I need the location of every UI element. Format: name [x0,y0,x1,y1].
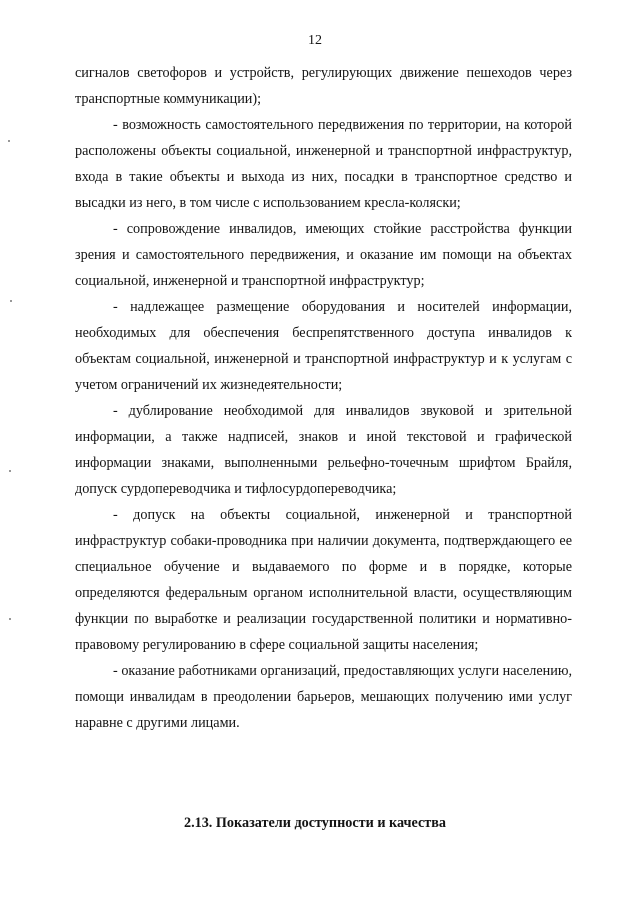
list-item-mobility: - возможность самостоятельного передвижения по территории, на которой расположены объекты социальной, инженерной и транспортной инфраструктур, входа в такие объекты и выхода из них, посадки в транспортное средство и высадки из него, в том числе с использованием кресла-коляски; [75,117,572,211]
scan-speck [8,140,10,142]
scan-speck [9,470,11,472]
page-number: 12 [308,33,322,48]
body-text [75,60,572,736]
scan-speck [10,300,12,302]
list-item-escort: - сопровождение инвалидов, имеющих стойкие расстройства функции зрения и самостоятельного передвижения, и оказание им помощи на объектах социальной, инженерной и транспортной инфраструктур; [75,221,572,289]
list-item-guide-dog-access: - допуск на объекты социальной, инженерной и транспортной инфраструктур собаки-проводника при наличии документа, подтверждающего ее специальное обучение и выдаваемого по форме и в порядке, которые определяются федеральным органом исполнительной власти, осуществляющим функции по выработке и реализации государственной политики и нормативно-правовому регулированию в сфере социальной защиты населения; [75,507,572,653]
list-item-staff-assistance: - оказание работниками организаций, предоставляющих услуги населению, помощи инвалидам в преодолении барьеров, мешающих получению ими услуг наравне с другими лицами. [75,663,572,731]
paragraph-continuation: сигналов светофоров и устройств, регулирующих движение пешеходов через транспортные коммуникации); [75,65,572,107]
list-item-equipment-placement: - надлежащее размещение оборудования и носителей информации, необходимых для обеспечения беспрепятственного доступа инвалидов к объектам социальной, инженерной и транспортной инфраструктур и к услугам с учетом ограничений их жизнедеятельности; [75,299,572,393]
section-heading: 2.13. Показатели доступности и качества [183,815,447,831]
scan-speck [9,618,11,620]
list-item-information-duplication: - дублирование необходимой для инвалидов звуковой и зрительной информации, а также надписей, знаков и иной текстовой и графической информации знаками, выполненными рельефно-точечным шрифтом Брайля, допуск сурдопереводчика и тифлосурдопереводчика; [75,403,572,497]
